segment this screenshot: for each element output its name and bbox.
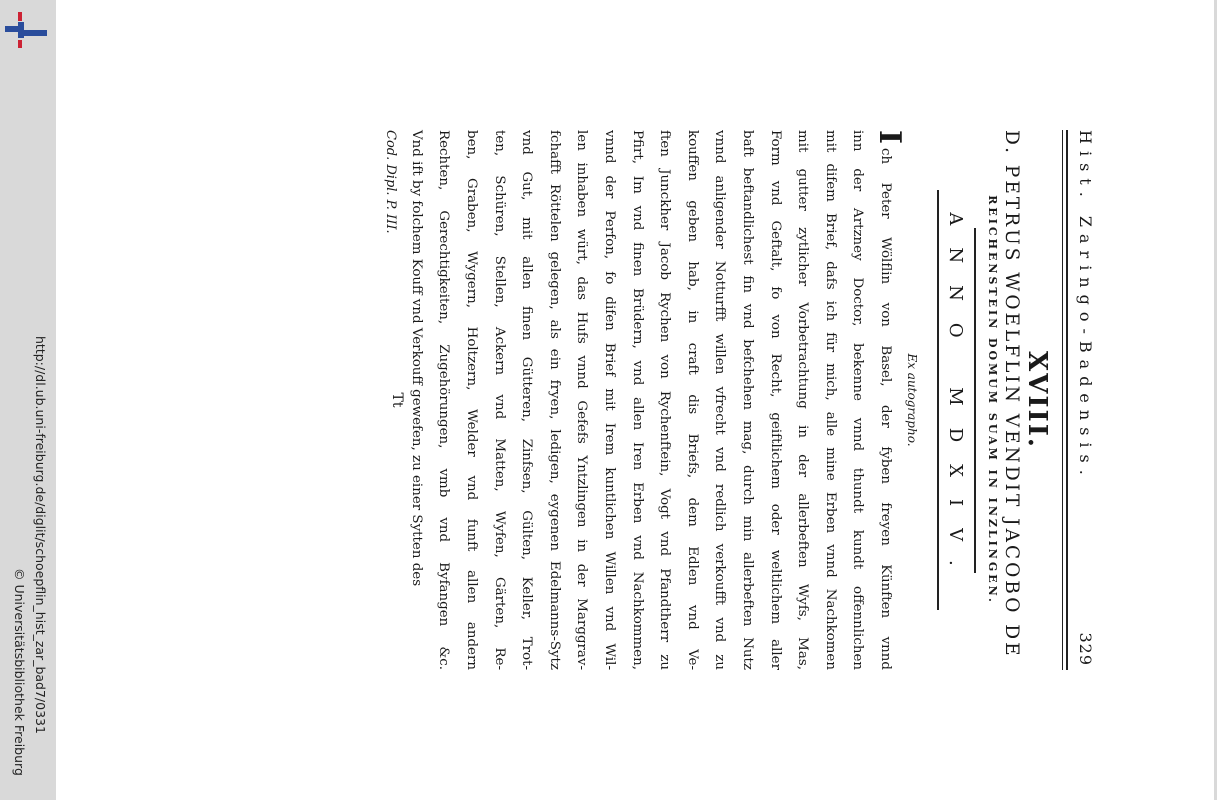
body-text [402,130,907,670]
body-line: Pfirt, Im vnd finen Brüdern, vnd allen Iren Erben vnd Nachkommen, [629,130,645,670]
body-line: vnnd der Perfon, fo difen Brief mit Irem kuntlichen Willen vnd Wil- [602,130,618,670]
scanned-page [56,0,1217,800]
running-head [1076,130,1101,670]
viewer-sidebar [0,0,56,800]
body-line: ten, Schüren, Stellen, Ackern vnd Matten, Wyfen, Gärten, Re- [491,130,507,670]
body-line: ch Peter Wölflin von Basel, der fyben freyen Künften vnnd [878,148,893,670]
source-note: Ex autographo. [905,353,919,447]
page-number: 329 [1076,632,1095,666]
copyright-notice: © Universitätsbibliothek Freiburg [12,568,27,776]
body-line: ften Junckher Jacob Rychen von Rychenftein, Vogt vnd Pfandtherr zu [657,130,673,670]
anno-date: ANNO MDXIV. [945,212,966,588]
document-title: D. PETRUS WOELFLIN VENDIT JACOBO DE [1001,130,1022,659]
body-line: ben, Graben, Wygern, Holtzern, Welder vnd funft allen andern [464,130,480,670]
body-line: len inhaben würt, das Hufs vnnd Gefefs Yntzlingen in der Marggrav- [574,130,590,670]
body-line: inn der Artzney Doctor, bekenne vnnd thundt kundt offennlichen [850,130,866,670]
body-line: fchafft Röttelen gelegen, als ein fryen, ledigen, eygenen Edelmanns-Sytz [546,130,562,670]
signature-mark: Tt [389,392,406,408]
header-rule [1062,130,1068,670]
body-line: kouffen geben hab, in craft dis Briefs, dem Edlen vnd Ve- [684,130,700,670]
permalink-url[interactable]: http://dl.ub.uni-freiburg.de/diglit/schoepflin_hist_zar_bad7/0331 [33,336,48,734]
body-line: Rechten, Gerechtigkeiten, Zugehörungen, vmb vnd Byfangen &c. [436,130,452,670]
body-line: vnnd anligender Notturfft willen vfrecht vnd redlich verkoufft vnd zu [712,130,728,670]
body-line: vnd Gut, mit allen finen Gütteren, Zinfsen, Gülten, Keller, Trot- [519,130,535,670]
codex-reference: Cod. Dipl. P. III. [383,130,399,234]
page-text-block [356,130,1101,670]
document-title-line2: REICHENSTEIN DOMUM SUAM IN INZLINGEN. [986,195,999,605]
document-number: XVIII. [1022,351,1052,449]
body-line: Form vnd Geftalt, fo von Recht, geiftlichem oder weltlichem aller [767,130,783,670]
library-logo-icon[interactable] [5,10,47,50]
body-line: mit gutter zytlicher Vorbetrachtung in der allerbeften Wyfs, Mas, [795,130,811,670]
drop-cap: I [872,130,907,145]
date-rule [937,190,939,610]
title-rule [974,228,976,573]
body-line: baft beftandlichest fin vnd befchehen mag, durch min allerbeften Nutz [740,130,756,670]
body-line: Vnd ift by folchem Kouff vnd Verkouff gewefen, zu einer Sytten des [408,130,424,587]
body-line: mit difem Brief, dafs ich für mich, alle mine Erben vnnd Nachkomen [822,130,838,670]
running-head-title: Hist. Zaringo-Badensis. [1076,130,1095,482]
